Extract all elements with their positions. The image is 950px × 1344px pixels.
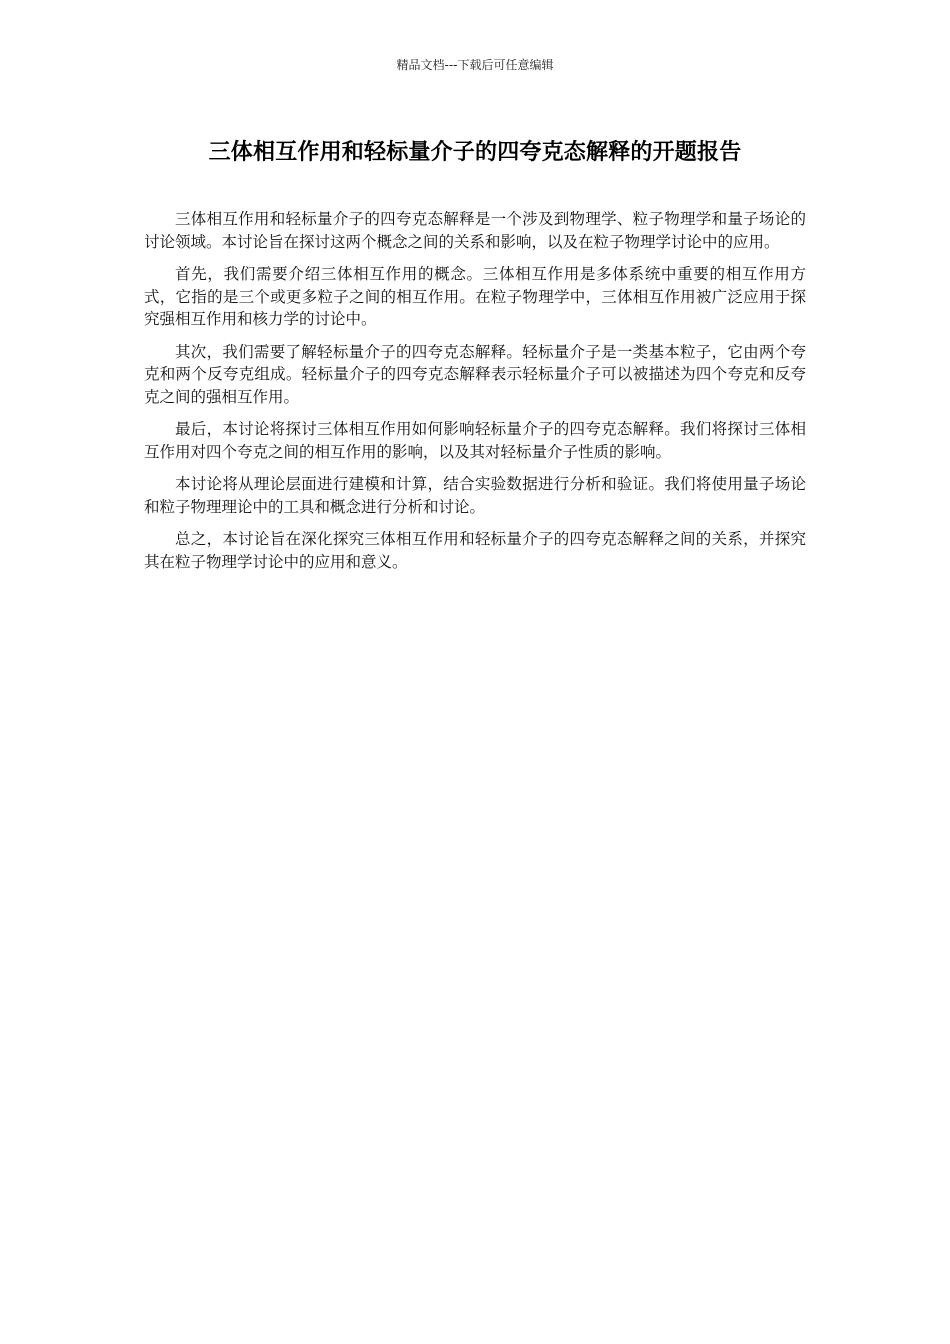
paragraph-intro: 三体相互作用和轻标量介子的四夸克态解释是一个涉及到物理学、粒子物理学和量子场论的讨论领域。本讨论旨在探讨这两个概念之间的关系和影响，以及在粒子物理学讨论中的应用。 <box>144 210 806 251</box>
paragraph-first: 首先，我们需要介绍三体相互作用的概念。三体相互作用是多体系统中重要的相互作用方式，它指的是三个或更多粒子之间的相互作用。在粒子物理学中，三体相互作用被广泛应用于探究强相互作用和核力学的讨论中。 <box>144 265 806 328</box>
header-note: 精品文档---下载后可任意编辑 <box>396 58 554 72</box>
paragraph-last: 最后，本讨论将探讨三体相互作用如何影响轻标量介子的四夸克态解释。我们将探讨三体相互作用对四个夸克之间的相互作用的影响，以及其对轻标量介子性质的影响。 <box>144 420 806 461</box>
document-body <box>144 208 806 583</box>
paragraph-second: 其次，我们需要了解轻标量介子的四夸克态解释。轻标量介子是一类基本粒子，它由两个夸克和两个反夸克组成。轻标量介子的四夸克态解释表示轻标量介子可以被描述为四个夸克和反夸克之间的强相互作用。 <box>144 342 806 406</box>
paragraph-method: 本讨论将从理论层面进行建模和计算，结合实验数据进行分析和验证。我们将使用量子场论和粒子物理理论中的工具和概念进行分析和讨论。 <box>144 475 806 516</box>
paragraph-conclusion: 总之，本讨论旨在深化探究三体相互作用和轻标量介子的四夸克态解释之间的关系，并探究其在粒子物理学讨论中的应用和意义。 <box>144 530 806 571</box>
document-title: 三体相互作用和轻标量介子的四夸克态解释的开题报告 <box>208 140 742 165</box>
